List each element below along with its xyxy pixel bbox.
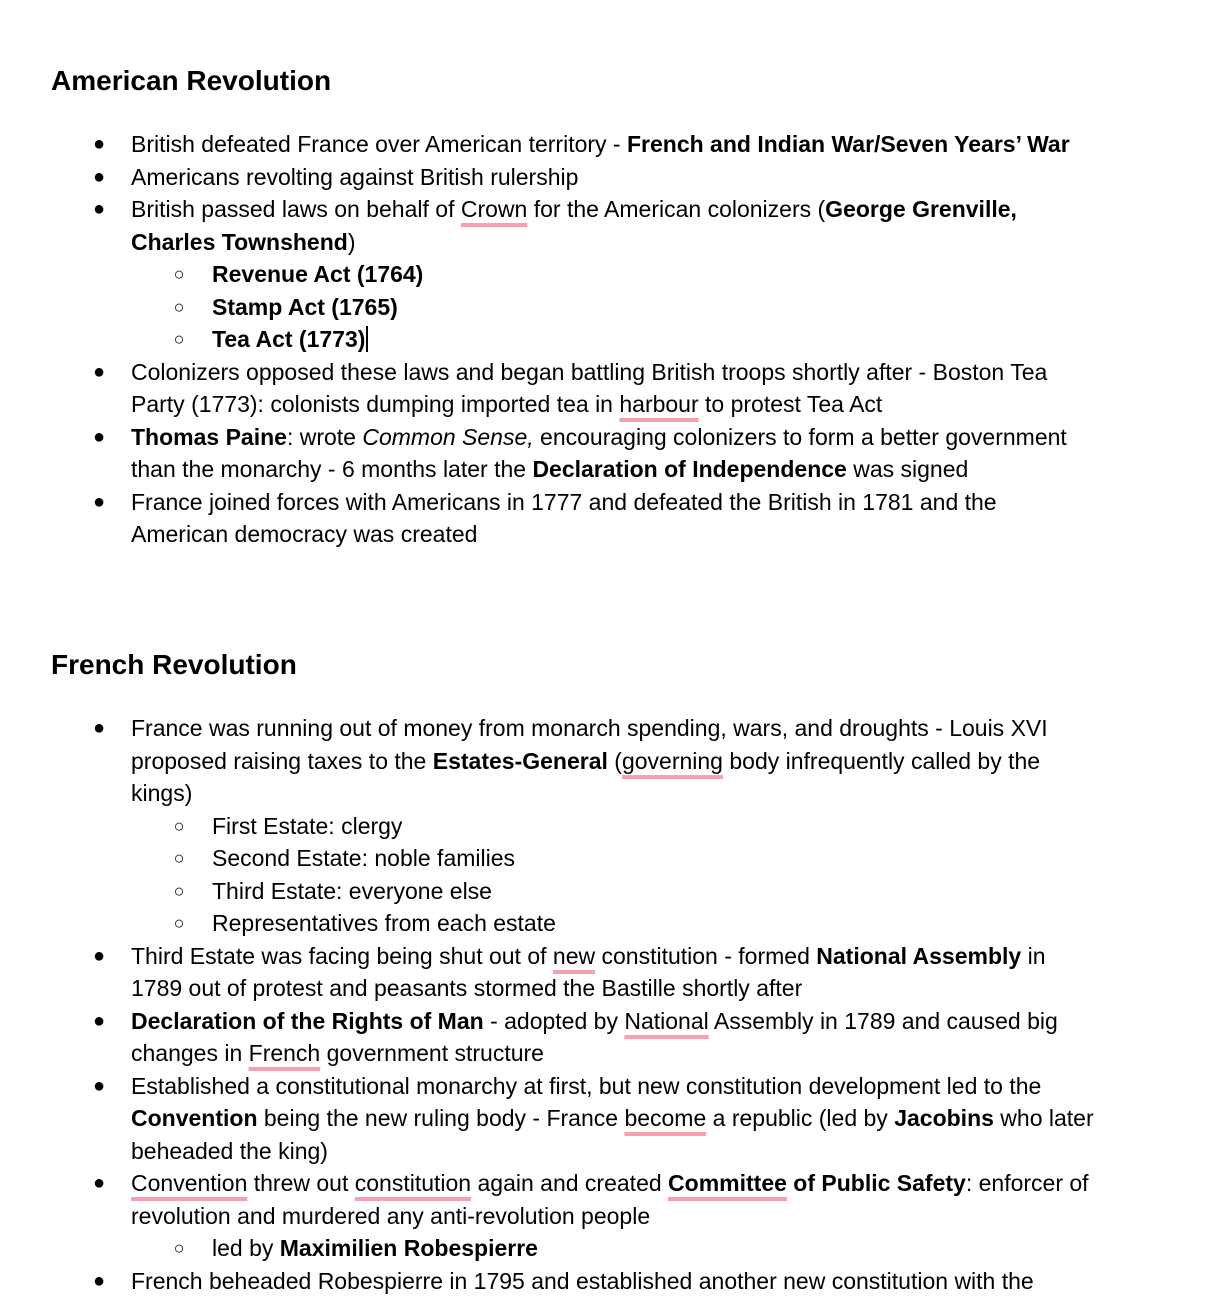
text-run: led by [212, 1235, 280, 1261]
sub-list-item [0, 842, 1096, 875]
filled-bullet-icon: ● [92, 356, 106, 389]
text-run: in 1789 out of protest and peasants stormed the Bastille shortly after [131, 943, 1046, 1002]
text-run: Revenue Act (1764) [212, 261, 423, 287]
text-run: ) [348, 229, 356, 255]
heading-american-revolution: American Revolution [51, 64, 331, 98]
heading-french-revolution: French Revolution [51, 648, 297, 682]
text-run: Common Sense, [362, 424, 533, 450]
text-run: French and Indian War/Seven Years’ War [627, 131, 1070, 157]
text-run: Assembly in 1789 and caused big changes in [131, 1008, 1058, 1067]
spellcheck-flagged-word[interactable]: harbour [619, 391, 698, 417]
text-run: a republic (led by [706, 1105, 894, 1131]
filled-bullet-icon: ● [92, 712, 106, 745]
text-run: again and created [471, 1170, 668, 1196]
hollow-bullet-icon: ○ [172, 323, 186, 356]
text-run: government structure [320, 1040, 544, 1066]
text-run: for the American colonizers ( [527, 196, 825, 222]
text-run: First Estate: clergy [212, 813, 402, 839]
text-run: Third Estate was facing being shut out of [131, 943, 553, 969]
hollow-bullet-icon: ○ [172, 291, 186, 324]
hollow-bullet-icon: ○ [172, 1232, 186, 1265]
hollow-bullet-icon: ○ [172, 258, 186, 291]
filled-bullet-icon: ● [92, 193, 106, 226]
spellcheck-flagged-word[interactable]: new [553, 943, 595, 969]
sub-list-item [0, 907, 1096, 940]
list-item [0, 940, 1096, 1005]
list-item [0, 421, 1096, 486]
list-item [0, 356, 1096, 421]
text-run: Stamp Act (1765) [212, 294, 398, 320]
text-run: George Grenville, Charles Townshend [131, 196, 1017, 255]
list-item [0, 128, 1096, 161]
text-run: being the new ruling body - France [258, 1105, 625, 1131]
text-run: British passed laws on behalf of [131, 196, 461, 222]
text-run: was signed [847, 456, 968, 482]
spellcheck-flagged-word[interactable]: National [624, 1008, 708, 1034]
filled-bullet-icon: ● [92, 161, 106, 194]
hollow-bullet-icon: ○ [172, 842, 186, 875]
filled-bullet-icon: ● [92, 1265, 106, 1297]
list-item [0, 1167, 1096, 1232]
sub-list-item [0, 258, 1096, 291]
text-run: Representatives from each estate [212, 910, 556, 936]
filled-bullet-icon: ● [92, 940, 106, 973]
french-revolution-list [0, 712, 1207, 1297]
text-run: Maximilien Robespierre [280, 1235, 538, 1261]
filled-bullet-icon: ● [92, 1167, 106, 1200]
spellcheck-flagged-word[interactable]: Crown [461, 196, 527, 222]
text-run: Established a constitutional monarchy at first, but new constitution development led to the [131, 1073, 1041, 1099]
list-item [0, 1265, 1096, 1297]
text-run: - adopted by [484, 1008, 625, 1034]
text-run: Americans revolting against British rulership [131, 164, 578, 190]
text-run: Declaration of the Rights of Man [131, 1008, 484, 1034]
spellcheck-flagged-word[interactable]: Committee [668, 1170, 787, 1196]
american-revolution-list [0, 128, 1207, 551]
spellcheck-flagged-word[interactable]: Convention [131, 1170, 247, 1196]
text-run: of Public Safety [787, 1170, 966, 1196]
text-run: French beheaded Robespierre in 1795 and established another new constitution with the [131, 1268, 1034, 1294]
text-cursor [366, 326, 368, 352]
spellcheck-flagged-word[interactable]: constitution [355, 1170, 471, 1196]
text-run: threw out [247, 1170, 354, 1196]
sub-list-item [0, 323, 1096, 356]
spellcheck-flagged-word[interactable]: governing [622, 748, 723, 774]
hollow-bullet-icon: ○ [172, 907, 186, 940]
text-run: : enforcer of revolution and murdered any anti-revolution people [131, 1170, 1089, 1229]
text-run: body infrequently called by the kings) [131, 748, 1040, 807]
text-run: France was running out of money from monarch spending, wars, and droughts - Louis XVI proposed raising taxes to the [131, 715, 1048, 774]
text-run: to protest Tea Act [699, 391, 883, 417]
hollow-bullet-icon: ○ [172, 810, 186, 843]
text-run: Third Estate: everyone else [212, 878, 492, 904]
filled-bullet-icon: ● [92, 128, 106, 161]
list-item [0, 1005, 1096, 1070]
text-run: Declaration of Independence [532, 456, 846, 482]
text-run: encouraging colonizers to form a better government than the monarchy - 6 months later the [131, 424, 1067, 483]
list-item [0, 1070, 1096, 1168]
filled-bullet-icon: ● [92, 1005, 106, 1038]
list-item [0, 161, 1096, 194]
text-run: Jacobins [894, 1105, 994, 1131]
sub-list-item [0, 875, 1096, 908]
filled-bullet-icon: ● [92, 1070, 106, 1103]
sub-list-item [0, 1232, 1096, 1265]
spellcheck-flagged-word[interactable]: French [249, 1040, 321, 1066]
text-run: Thomas Paine [131, 424, 287, 450]
text-run: Tea Act (1773) [212, 326, 365, 352]
text-run: Colonizers opposed these laws and began battling British troops shortly after - Boston Tea Party (1773): colonists dumping imported tea in [131, 359, 1047, 418]
text-run: Second Estate: noble families [212, 845, 515, 871]
filled-bullet-icon: ● [92, 421, 106, 454]
text-run: France joined forces with Americans in 1777 and defeated the British in 1781 and the American democracy was created [131, 489, 997, 548]
text-run: Estates-General [433, 748, 608, 774]
list-item [0, 712, 1096, 810]
text-run: constitution - formed [595, 943, 816, 969]
text-run: who later beheaded the king) [131, 1105, 1094, 1164]
text-run: British defeated France over American territory - [131, 131, 627, 157]
text-run: : wrote [287, 424, 362, 450]
text-run: National Assembly [816, 943, 1021, 969]
spellcheck-flagged-word[interactable]: become [624, 1105, 706, 1131]
sub-list-item [0, 810, 1096, 843]
list-item [0, 193, 1096, 258]
sub-list-item [0, 291, 1096, 324]
text-run: ( [608, 748, 622, 774]
text-run: Convention [131, 1105, 258, 1131]
list-item [0, 486, 1096, 551]
filled-bullet-icon: ● [92, 486, 106, 519]
hollow-bullet-icon: ○ [172, 875, 186, 908]
